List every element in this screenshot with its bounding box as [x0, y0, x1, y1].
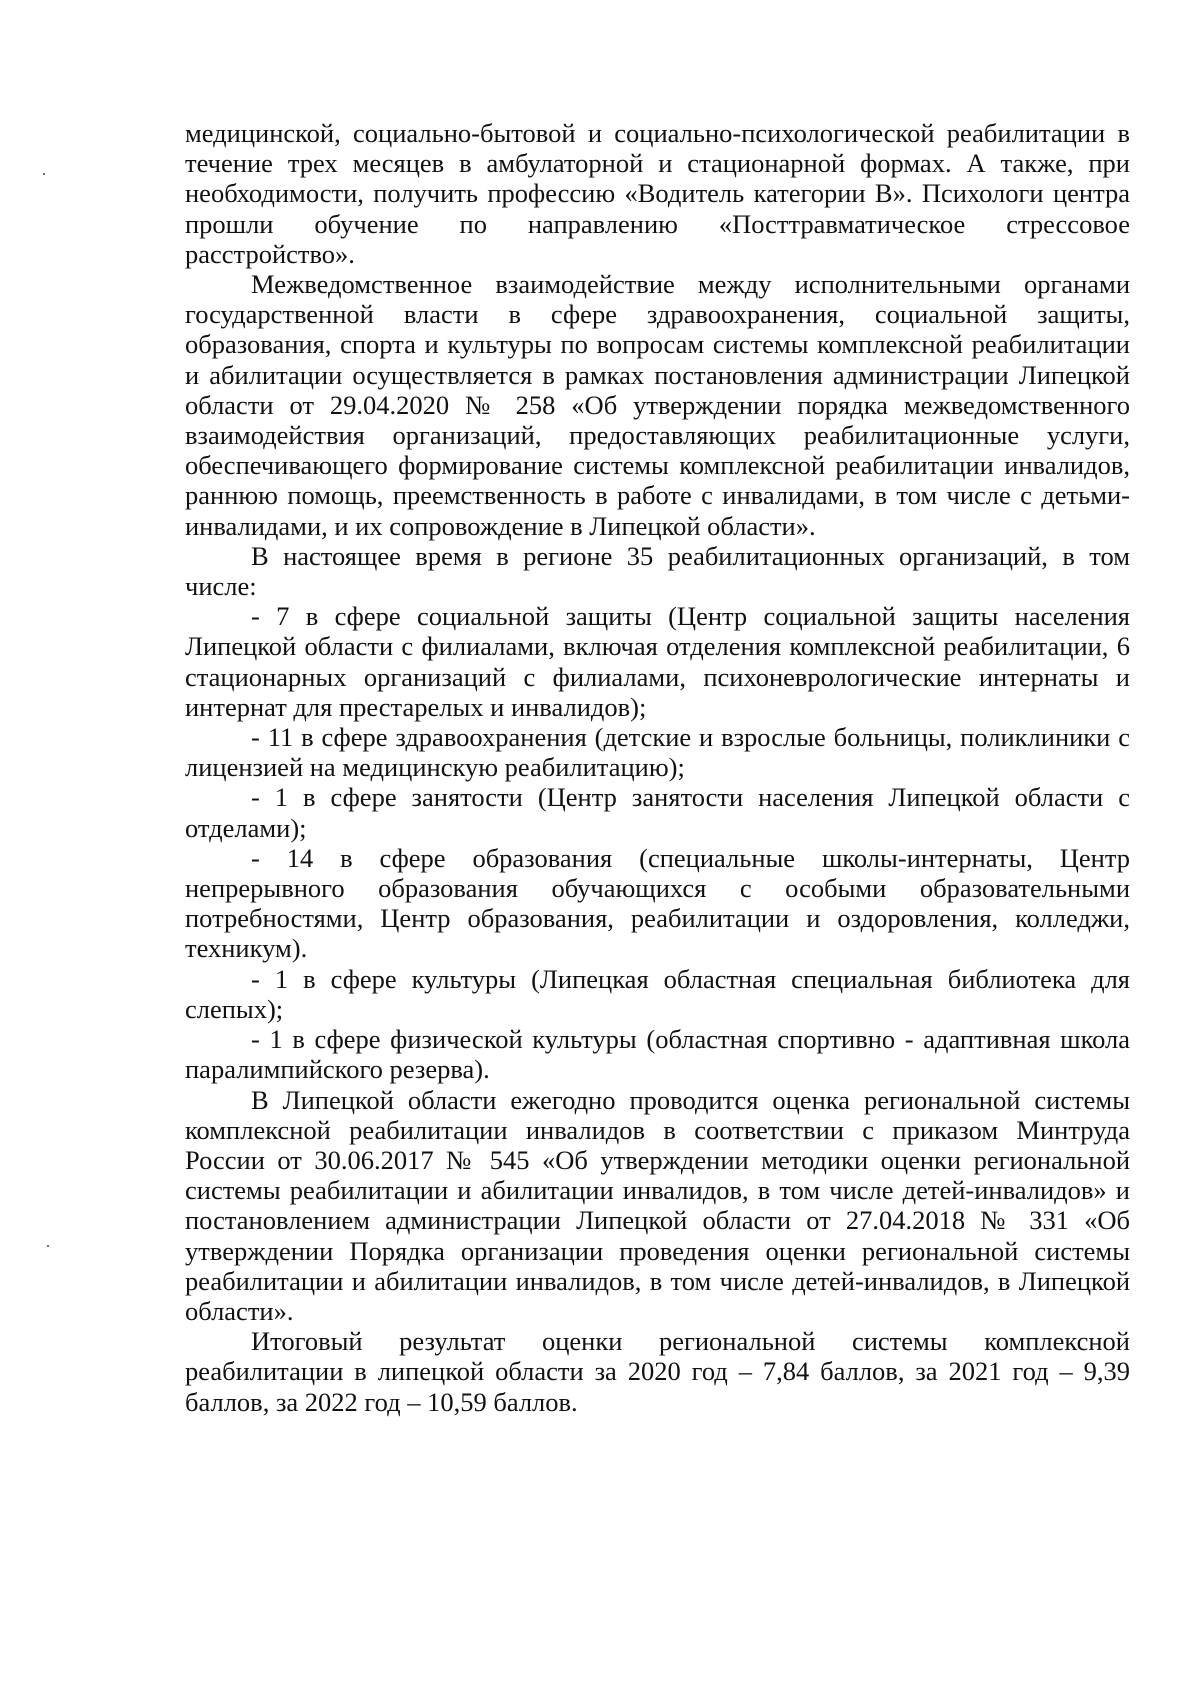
list-item-sport: - 1 в сфере физической культуры (областная спортивно - адаптивная школа паралимпийского резерва).	[185, 1024, 1130, 1085]
paragraph-assessment: В Липецкой области ежегодно проводится оценка региональной системы комплексной реабилитации инвалидов в соответствии с приказом Минтруда России от 30.06.2017 № 545 «Об утверждении методики оценки региональной системы реабилитации и абилитации инвалидов, в том числе детей-инвалидов» и постановлением администрации Липецкой области от 27.04.2018 № 331 «Об утверждении Порядка организации проведения оценки региональной системы реабилитации и абилитации инвалидов, в том числе детей-инвалидов, в Липецкой области».	[185, 1084, 1130, 1326]
paragraph-interagency: Межведомственное взаимодействие между исполнительными органами государственной власти в сфере здравоохранения, социальной защиты, образования, спорта и культуры по вопросам системы комплексной реабилитации и абилитации осуществляется в рамках постановления администрации Липецкой области от 29.04.2020 № 258 «Об утверждении порядка межведомственного взаимодействия организаций, предоставляющих реабилитационные услуги, обеспечивающего формирование системы комплексной реабилитации инвалидов, раннюю помощь, преемственность в работе с инвалидами, в том числе с детьми-инвалидами, и их сопровождение в Липецкой области».	[185, 269, 1130, 541]
list-item-social: - 7 в сфере социальной защиты (Центр социальной защиты населения Липецкой области с филиалами, включая отделения комплексной реабилитации, 6 стационарных организаций с филиалами, психоневрологические интернаты и интернат для престарелых и инвалидов);	[185, 601, 1130, 722]
scan-speck	[47, 1245, 49, 1247]
paragraph-organizations-intro: В настоящее время в регионе 35 реабилитационных организаций, в том числе:	[185, 540, 1130, 602]
list-item-education: - 14 в сфере образования (специальные школы-интернаты, Центр непрерывного образования обучающихся с особыми образовательными потребностями, Центр образования, реабилитации и оздоровления, колледжи, техникум).	[185, 842, 1130, 964]
list-item-culture: - 1 в сфере культуры (Липецкая областная специальная библиотека для слепых);	[185, 963, 1130, 1024]
scan-speck	[43, 173, 45, 175]
list-item-employment: - 1 в сфере занятости (Центр занятости населения Липецкой области с отделами);	[185, 782, 1130, 843]
paragraph-results: Итоговый результат оценки региональной системы комплексной реабилитации в липецкой области за 2020 год – 7,84 баллов, за 2021 год – 9,39 баллов, за 2022 год – 10,59 баллов.	[185, 1326, 1130, 1417]
paragraph-continuation: медицинской, социально-бытовой и социально-психологической реабилитации в течение трех месяцев в амбулаторной и стационарной формах. А также, при необходимости, получить профессию «Водитель категории В». Психологи центра прошли обучение по направлению «Посттравматическое стрессовое расстройство».	[185, 118, 1130, 269]
document-body	[185, 118, 1130, 1417]
list-item-health: - 11 в сфере здравоохранения (детские и взрослые больницы, поликлиники с лицензией на медицинскую реабилитацию);	[185, 722, 1130, 783]
